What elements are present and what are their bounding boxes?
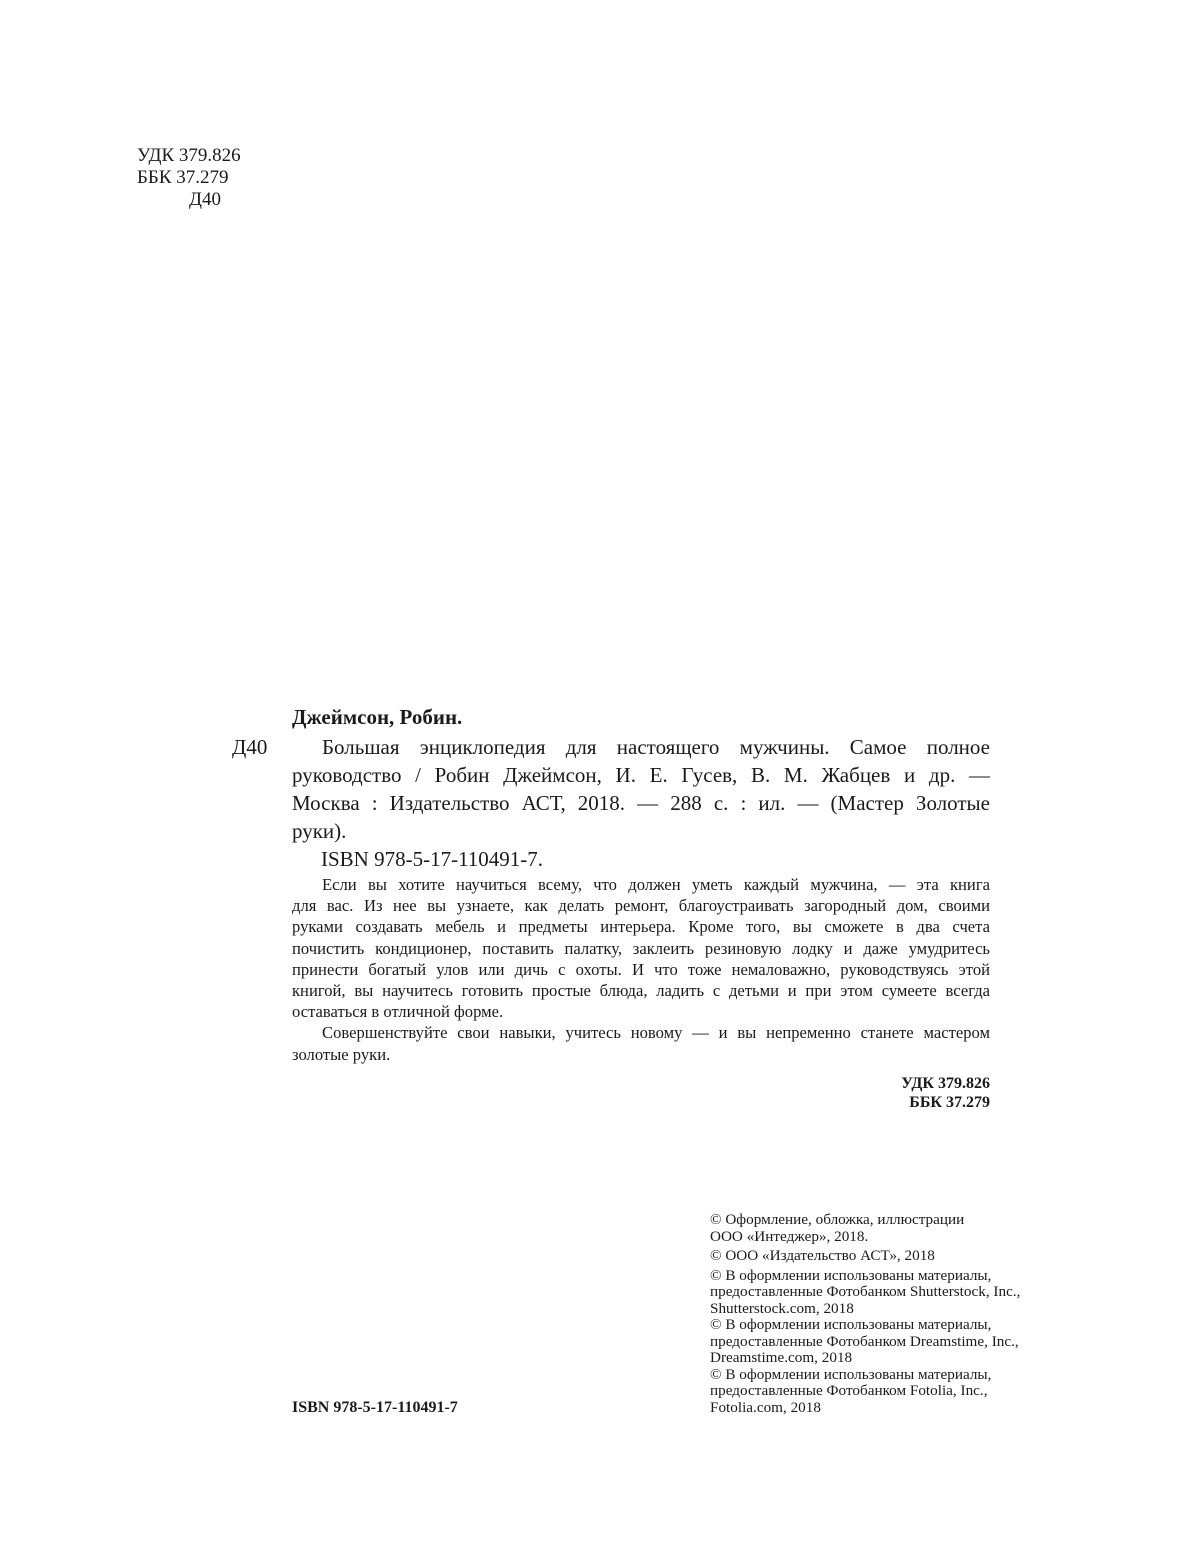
classification-codes-top	[137, 145, 241, 211]
bbk-code: ББК 37.279	[137, 167, 229, 188]
bibliographic-description	[292, 733, 990, 845]
copyright-line: предоставленные Фотобанком Shutterstock, Inc.,	[710, 1283, 1021, 1300]
annotation-line: золотые руки.	[292, 1044, 391, 1064]
annotation-line: для вас. Из нее вы узнаете, как делать ремонт, благоустраивать загородный дом, своими	[292, 896, 990, 916]
bib-line: Большая энциклопедия для настоящего мужчины. Самое полное	[322, 735, 990, 759]
copyright-line: © В оформлении использованы материалы,	[710, 1365, 992, 1383]
annotation	[292, 874, 990, 1065]
copyright-entry	[710, 1367, 1070, 1417]
copyright-line: Dreamstime.com, 2018	[710, 1349, 853, 1366]
bib-line: руки).	[292, 819, 347, 843]
classification-codes-bottom	[700, 1074, 990, 1112]
copyright-entry	[710, 1268, 1070, 1318]
annotation-line: почистить кондиционер, поставить палатку, заклеить резиновую лодку и даже умудритесь	[292, 938, 990, 958]
annotation-line: Совершенствуйте свои навыки, учитесь новому — и вы непременно станете мастером	[322, 1023, 990, 1043]
card-author-mark: Д40	[232, 735, 268, 759]
author-mark: Д40	[189, 189, 221, 210]
copyright-line: © В оформлении использованы материалы,	[710, 1316, 992, 1333]
copyright-line: © В оформлении использованы материалы,	[710, 1266, 992, 1284]
copyright-entry	[710, 1212, 1070, 1245]
annotation-line: руками создавать мебель и предметы интерьера. Кроме того, вы сможете в два счета	[292, 917, 990, 937]
copyright-line: © ООО «Издательство АСТ», 2018	[710, 1247, 935, 1264]
bib-line: Москва : Издательство АСТ, 2018. — 288 с. : ил. — (Мастер Золотые	[292, 791, 990, 815]
isbn-bottom: ISBN 978-5-17-110491-7	[292, 1399, 458, 1416]
copyright-block	[710, 1212, 1070, 1416]
card-author: Джеймсон, Робин.	[292, 705, 463, 729]
copyright-line: Fotolia.com, 2018	[710, 1398, 821, 1416]
copyright-line: предоставленные Фотобанком Dreamstime, Inc.,	[710, 1332, 1019, 1350]
copyright-line: ООО «Интеджер», 2018.	[710, 1227, 869, 1245]
annotation-line: принести богатый улов или дичь с охоты. И что тоже немаловажно, руководствуясь этой	[292, 959, 990, 979]
udk-code: УДК 379.826	[137, 145, 241, 166]
bib-line: руководство / Робин Джеймсон, И. Е. Гусев, В. М. Жабцев и др. —	[292, 763, 990, 787]
copyright-line: предоставленные Фотобанком Fotolia, Inc.,	[710, 1382, 988, 1399]
copyright-line: Shutterstock.com, 2018	[710, 1299, 854, 1317]
copyright-entry	[710, 1317, 1070, 1367]
udk-code-bottom: УДК 379.826	[901, 1075, 990, 1092]
annotation-line: книгой, вы научитесь готовить простые блюда, ладить с детьми и при этом сумеете всегда	[292, 981, 990, 1001]
annotation-line: оставаться в отличной форме.	[292, 1002, 504, 1022]
copyright-line: © Оформление, обложка, иллюстрации	[710, 1211, 965, 1228]
annotation-line: Если вы хотите научиться всему, что должен уметь каждый мужчина, — эта книга	[322, 875, 990, 894]
copyright-entry	[710, 1248, 1070, 1265]
card-isbn: ISBN 978-5-17-110491-7.	[321, 847, 544, 871]
bbk-code-bottom: ББК 37.279	[909, 1094, 990, 1111]
